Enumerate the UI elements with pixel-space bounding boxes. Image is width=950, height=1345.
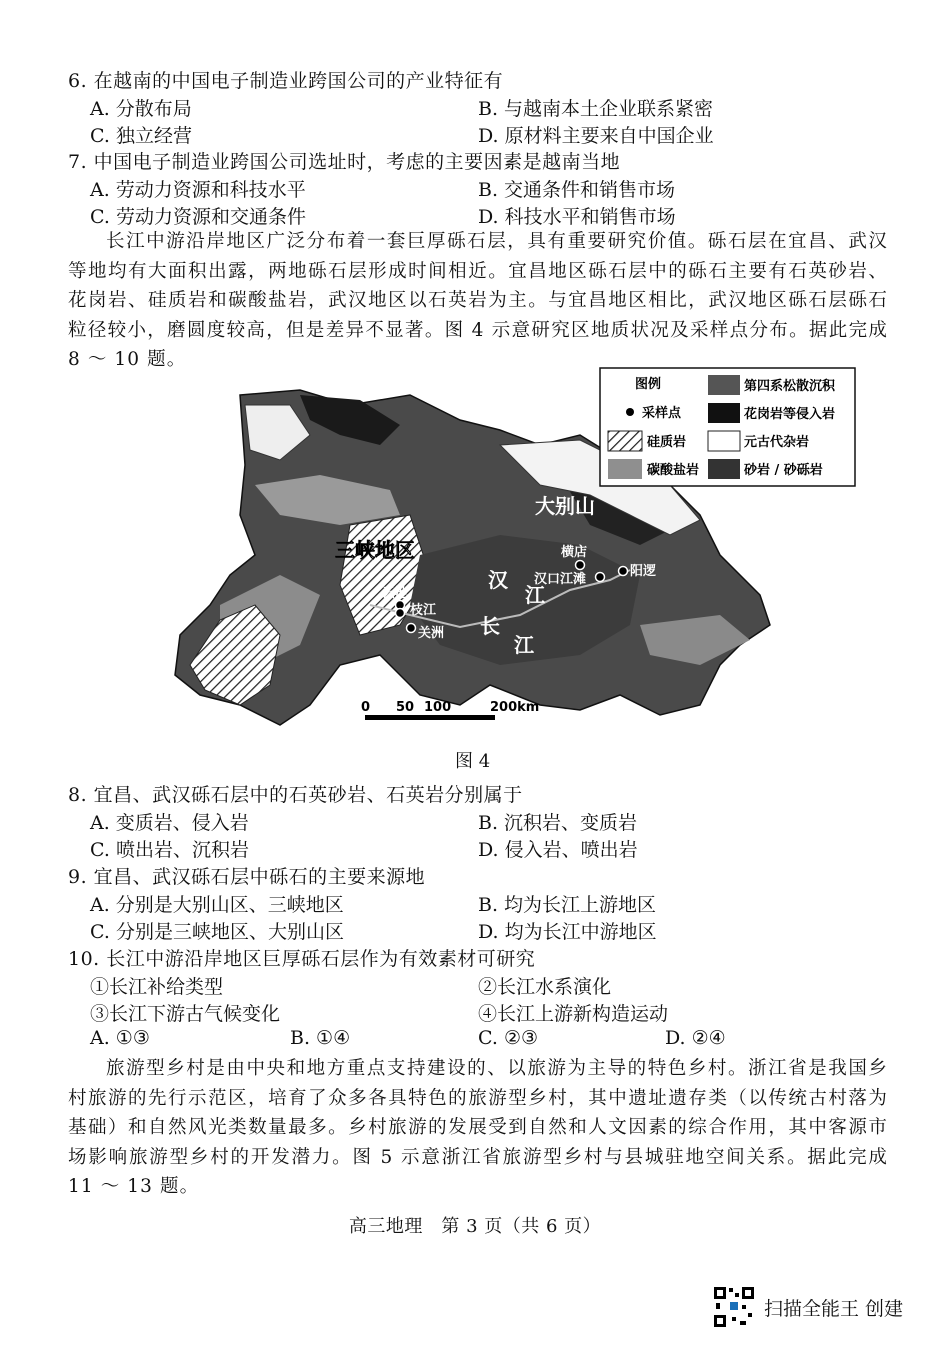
qr-code-icon — [712, 1285, 756, 1329]
q7-option-d: D. 科技水平和销售市场 — [478, 206, 676, 228]
label-hengdian: 横店 — [561, 545, 588, 560]
q10-item-3: ③长江下游古气候变化 — [90, 1003, 281, 1025]
q10-item-4: ④长江上游新构造运动 — [478, 1003, 669, 1025]
q6-option-c: C. 独立经营 — [90, 125, 192, 147]
q10-item-2: ②长江水系演化 — [478, 976, 612, 998]
passage-8-10: 长江中游沿岸地区广泛分布着一套巨厚砾石层，具有重要研究价值。砾石层在宜昌、武汉等地均有大面积出露，两地砾石层形成时间相近。宜昌地区砾石层中的砾石主要有石英砂岩、花岗岩、硅质岩和碳酸盐岩，武汉地区以石英岩为主。与宜昌地区相比，武汉地区砾石层砾石粒径较小，磨圆度较高，但是差异不显著。图 4 示意研究区地质状况及采样点分布。据此完成 8 ～ 10 题。 — [68, 231, 888, 370]
label-yunchi: 云池 — [382, 586, 409, 601]
sample-point-guanzhou — [407, 624, 416, 633]
label-hankou: 汉口江滩 — [534, 572, 587, 587]
q9-option-b: B. 均为长江上游地区 — [478, 894, 657, 916]
question-9-stem: 9. 宜昌、武汉砾石层中砾石的主要来源地 — [68, 866, 426, 888]
label-dabie: 大别山 — [535, 494, 595, 518]
legend-title: 图例 — [635, 377, 662, 392]
q7-option-c: C. 劳动力资源和交通条件 — [90, 206, 306, 228]
legend-sample: 采样点 — [642, 406, 682, 421]
geology-map-figure — [160, 365, 860, 740]
scale-0: 0 — [361, 700, 371, 715]
scale-200: 200km — [490, 700, 540, 715]
scanner-label: 扫描全能王 创建 — [764, 1297, 904, 1320]
sample-point-zhijiang — [396, 609, 405, 618]
label-han-1: 汉 — [488, 568, 508, 592]
label-guanzhou: 关洲 — [418, 626, 445, 641]
q6-option-a: A. 分散布局 — [90, 98, 192, 120]
scale-50: 50 — [396, 700, 415, 715]
legend-quaternary: 第四系松散沉积 — [744, 379, 836, 394]
sample-point-hengdian — [576, 561, 585, 570]
q10-option-c: C. ②③ — [478, 1027, 539, 1049]
q7-option-a: A. 劳动力资源和科技水平 — [90, 179, 306, 201]
label-sanxia: 三峡地区 — [335, 538, 415, 562]
figure-caption: 图 4 — [455, 751, 491, 772]
q8-option-a: A. 变质岩、侵入岩 — [90, 812, 249, 834]
question-10-stem: 10. 长江中游沿岸地区巨厚砾石层作为有效素材可研究 — [68, 948, 536, 970]
q9-option-a: A. 分别是大别山区、三峡地区 — [90, 894, 344, 916]
q8-option-d: D. 侵入岩、喷出岩 — [478, 839, 638, 861]
q9-option-c: C. 分别是三峡地区、大别山区 — [90, 921, 344, 943]
legend-sample-dot — [626, 408, 634, 416]
label-zhijiang: 枝江 — [410, 603, 437, 618]
legend-sandstone: 砂岩 / 砂砾岩 — [744, 463, 823, 478]
geology-map — [160, 365, 860, 740]
legend-siliceous: 硅质岩 — [647, 435, 687, 450]
label-chang-2: 江 — [514, 633, 534, 657]
q7-option-b: B. 交通条件和销售市场 — [478, 179, 676, 201]
question-8-stem: 8. 宜昌、武汉砾石层中的石英砂岩、石英岩分别属于 — [68, 784, 523, 806]
question-6-stem: 6. 在越南的中国电子制造业跨国公司的产业特征有 — [68, 70, 504, 92]
sample-point-hankou — [596, 573, 605, 582]
q9-option-d: D. 均为长江中游地区 — [478, 921, 657, 943]
q8-option-b: B. 沉积岩、变质岩 — [478, 812, 638, 834]
map-legend — [600, 368, 855, 486]
q10-option-a: A. ①③ — [90, 1027, 150, 1049]
scale-bar — [361, 700, 539, 720]
q8-option-c: C. 喷出岩、沉积岩 — [90, 839, 249, 861]
q10-option-d: D. ②④ — [665, 1027, 726, 1049]
q6-option-b: B. 与越南本土企业联系紧密 — [478, 98, 714, 120]
q6-option-d: D. 原材料主要来自中国企业 — [478, 125, 714, 147]
legend-swatch-siliceous — [608, 431, 642, 451]
legend-swatch-quaternary — [708, 375, 740, 395]
scanner-watermark — [712, 1285, 903, 1329]
question-7-stem: 7. 中国电子制造业跨国公司选址时，考虑的主要因素是越南当地 — [68, 151, 621, 173]
page-footer: 高三地理 第 3 页（共 6 页） — [348, 1216, 602, 1237]
legend-carbonate: 碳酸盐岩 — [647, 463, 700, 478]
label-yangluo: 阳逻 — [630, 564, 657, 579]
scale-100: 100 — [424, 700, 452, 715]
legend-granite: 花岗岩等侵入岩 — [744, 407, 836, 422]
label-han-2: 江 — [525, 583, 545, 607]
legend-swatch-proterozoic — [708, 431, 740, 451]
label-chang-1: 长 — [480, 614, 500, 638]
legend-swatch-sandstone — [708, 459, 740, 479]
sample-point-yangluo — [619, 567, 628, 576]
legend-swatch-granite — [708, 403, 740, 423]
passage-11-13: 旅游型乡村是由中央和地方重点支持建设的、以旅游为主导的特色乡村。浙江省是我国乡村旅游的先行示范区，培育了众多各具特色的旅游型乡村，其中遗址遗存类（以传统古村落为基础）和自然风光类数量最多。乡村旅游的发展受到自然和人文因素的综合作用，其中客源市场影响旅游型乡村的开发潜力。图 5 示意浙江省旅游型乡村与县城驻地空间关系。据此完成 11 ～ 13 题。 — [68, 1058, 888, 1197]
q10-option-b: B. ①④ — [290, 1027, 351, 1049]
legend-proterozoic: 元古代杂岩 — [744, 435, 810, 450]
q10-item-1: ①长江补给类型 — [90, 976, 224, 998]
legend-swatch-carbonate — [608, 459, 642, 479]
